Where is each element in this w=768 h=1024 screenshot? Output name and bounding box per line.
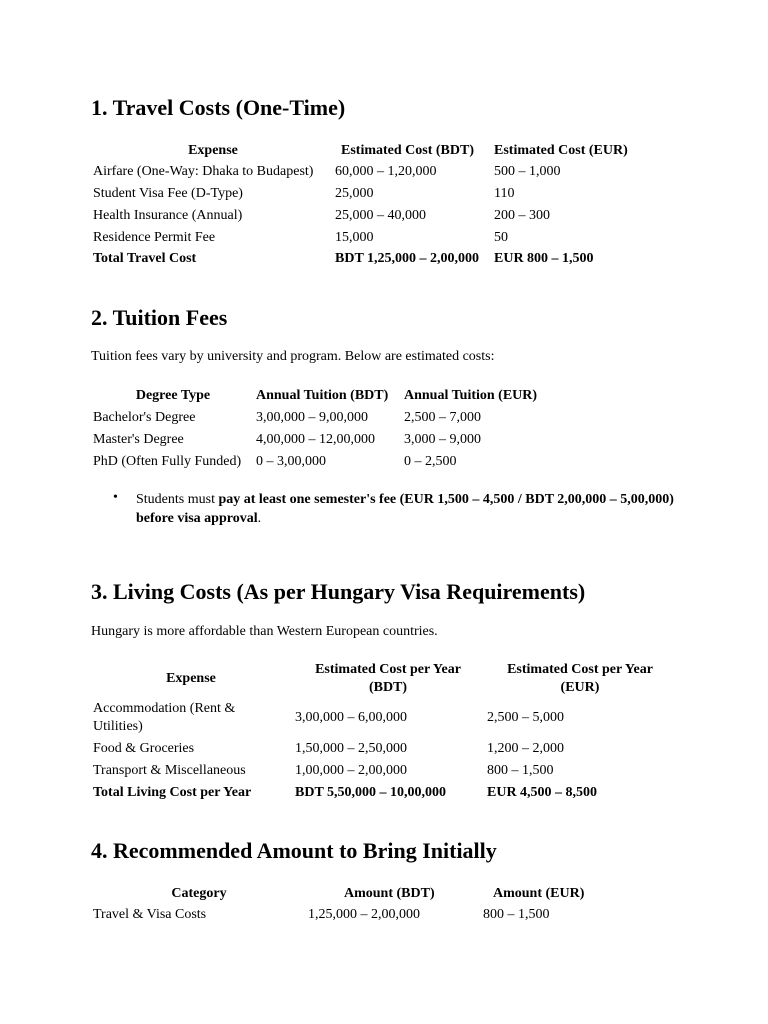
table-cell: 25,000 – 40,000 xyxy=(335,208,426,223)
table-header: Expense xyxy=(166,671,216,686)
table-cell: 1,200 – 2,000 xyxy=(487,741,564,756)
table-header: Expense xyxy=(188,143,238,158)
table-cell: 800 – 1,500 xyxy=(487,763,554,778)
table-header: Amount (BDT) xyxy=(344,886,435,901)
bullet-note-prefix: Students must xyxy=(136,492,219,507)
table-header: Estimated Cost (BDT) xyxy=(341,143,474,158)
table-header: Degree Type xyxy=(135,388,211,403)
table-header: Amount (EUR) xyxy=(493,886,585,901)
table-cell: Health Insurance (Annual) xyxy=(93,208,243,223)
table-total-cell: Total Travel Cost xyxy=(93,251,197,266)
table-cell: Master's Degree xyxy=(93,432,184,447)
bullet-note-emphasis: pay at least one semester's fee (EUR 1,500 – 4,500 / BDT 2,00,000 – 5,00,000) before visa approval xyxy=(136,492,674,526)
table-cell: Food & Groceries xyxy=(93,741,195,756)
table-cell: Student Visa Fee (D-Type) xyxy=(93,186,243,201)
table-cell: Transport & Miscellaneous xyxy=(93,763,246,778)
table-cell: Airfare (One-Way: Dhaka to Budapest) xyxy=(93,164,314,179)
section-intro: Tuition fees vary by university and program. Below are estimated costs: xyxy=(91,349,495,364)
table-total-cell: BDT 1,25,000 – 2,00,000 xyxy=(335,251,480,266)
table-cell: 2,500 – 7,000 xyxy=(404,410,481,425)
table-cell: 15,000 xyxy=(335,230,374,245)
table-header: Estimated Cost per Year (EUR) xyxy=(507,662,653,695)
table-cell: 25,000 xyxy=(335,186,374,201)
bullet-note-suffix: . xyxy=(257,511,262,526)
table-cell: 0 – 2,500 xyxy=(404,454,457,469)
table-cell: PhD (Often Fully Funded) xyxy=(93,454,242,469)
table-cell: Residence Permit Fee xyxy=(93,230,216,245)
section-heading-travel-costs: 1. Travel Costs (One-Time) xyxy=(91,95,346,120)
section-intro: Hungary is more affordable than Western European countries. xyxy=(91,624,438,639)
table-cell: 500 – 1,000 xyxy=(494,164,561,179)
table-cell: 2,500 – 5,000 xyxy=(487,710,564,725)
table-cell: Accommodation (Rent & Utilities) xyxy=(93,701,236,734)
bullet-icon: • xyxy=(113,490,118,505)
table-total-cell: Total Living Cost per Year xyxy=(93,785,252,800)
table-header: Annual Tuition (EUR) xyxy=(404,388,538,403)
bullet-note xyxy=(136,490,676,528)
table-total-cell: EUR 800 – 1,500 xyxy=(494,251,594,266)
table-cell: 3,00,000 – 6,00,000 xyxy=(295,710,407,725)
section-heading-tuition-fees: 2. Tuition Fees xyxy=(91,305,228,330)
table-cell: 1,25,000 – 2,00,000 xyxy=(308,907,420,922)
table-total-cell: EUR 4,500 – 8,500 xyxy=(487,785,598,800)
table-cell: 3,00,000 – 9,00,000 xyxy=(256,410,368,425)
table-cell: 60,000 – 1,20,000 xyxy=(335,164,437,179)
table-total-cell: BDT 5,50,000 – 10,00,000 xyxy=(295,785,447,800)
table-header: Annual Tuition (BDT) xyxy=(256,388,389,403)
table-header: Estimated Cost (EUR) xyxy=(494,143,628,158)
section-heading-living-costs: 3. Living Costs (As per Hungary Visa Requirements) xyxy=(91,579,586,604)
table-cell: 200 – 300 xyxy=(494,208,550,223)
table-cell: 3,000 – 9,000 xyxy=(404,432,481,447)
table-cell: Travel & Visa Costs xyxy=(93,907,207,922)
table-header: Estimated Cost per Year (BDT) xyxy=(315,662,461,695)
table-cell: 50 xyxy=(494,230,508,245)
table-header: Category xyxy=(171,886,227,901)
table-cell: 800 – 1,500 xyxy=(483,907,550,922)
table-cell: 4,00,000 – 12,00,000 xyxy=(256,432,375,447)
table-cell: 1,50,000 – 2,50,000 xyxy=(295,741,407,756)
table-cell: Bachelor's Degree xyxy=(93,410,196,425)
section-heading-recommended-amount: 4. Recommended Amount to Bring Initially xyxy=(91,838,497,863)
table-cell: 1,00,000 – 2,00,000 xyxy=(295,763,407,778)
table-cell: 110 xyxy=(494,186,515,201)
table-cell: 0 – 3,00,000 xyxy=(256,454,326,469)
